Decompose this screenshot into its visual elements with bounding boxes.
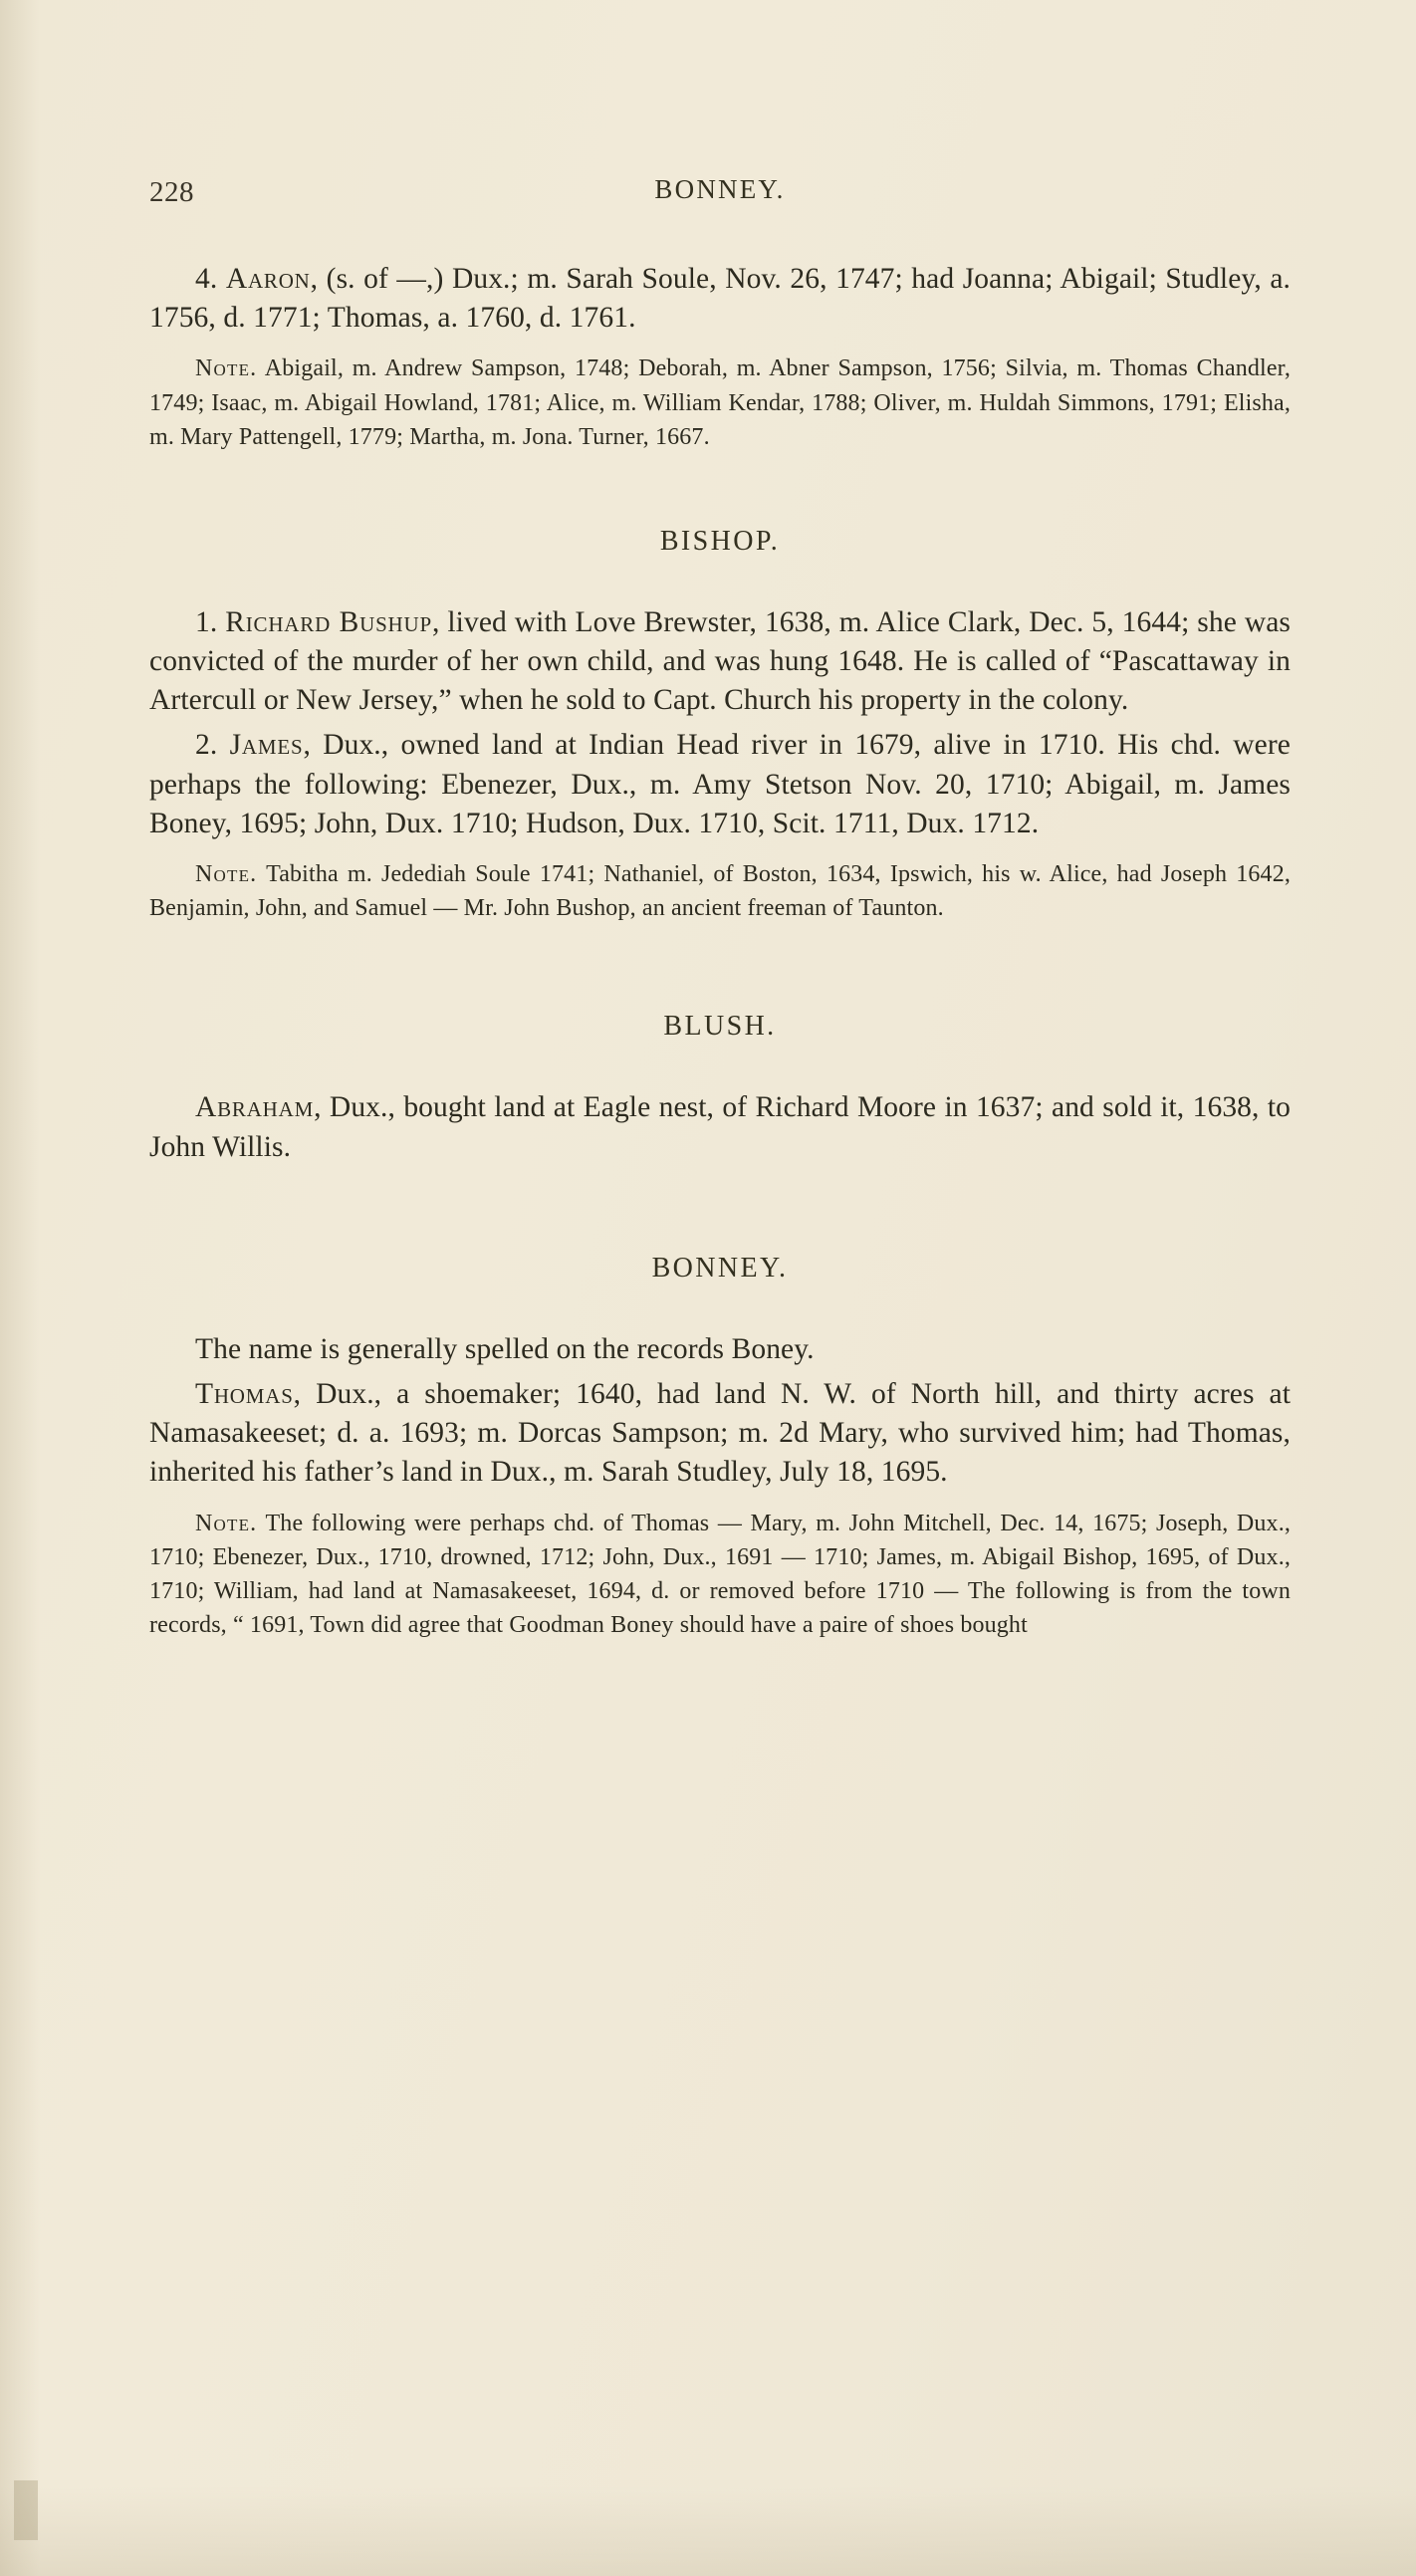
page-edge-shadow [0, 0, 40, 2576]
section-heading-bishop: BISHOP. [659, 525, 781, 557]
spacer [149, 558, 1291, 603]
page-number: 228 [149, 176, 194, 208]
spacer [149, 454, 1291, 526]
running-head [149, 174, 1291, 218]
entry-bishop-para-1: 1. Richard Bushup, lived with Love Brewster, 1638, m. Alice Clark, Dec. 5, 1644; she was convicted of the murder of her own child, and was hung 1648. He is called of “Pascattaway in Artercull or New Jersey,” when he sold to Capt. Church his property in the colony. [149, 605, 1291, 717]
page-bottom-shadow [0, 2486, 1416, 2576]
page-corner-mark [14, 2480, 38, 2540]
section-heading-bonney: BONNEY. [651, 1252, 789, 1284]
entry-bishop-para-2: 2. James, Dux., owned land at Indian Head river in 1679, alive in 1710. His chd. were perhaps the following: Ebenezer, Dux., m. Amy Stetson Nov. 20, 1710; Abigail, m. James Boney, 1695; John, Dux. 1710; Hudson, Dux. 1710, Scit. 1711, Dux. 1712. [149, 729, 1291, 839]
entry-bonney-para-1: The name is generally spelled on the records Boney. [195, 1332, 815, 1365]
entry-blush-para-1: Abraham, Dux., bought land at Eagle nest, of Richard Moore in 1637; and sold it, 1638, to John Willis. [149, 1091, 1291, 1163]
running-head-title: BONNEY. [654, 174, 786, 204]
entry-bonney-para-2: Thomas, Dux., a shoemaker; 1640, had land N. W. of North hill, and thirty acres at Namasakeeset; d. a. 1693; m. Dorcas Sampson; m. 2d Mary, who survived him; had Thomas, inherited his father’s land in Dux., m. Sarah Studley, July 18, 1695. [149, 1377, 1291, 1489]
spacer [149, 1043, 1291, 1088]
entry-aaron-note: Note. Abigail, m. Andrew Sampson, 1748; Deborah, m. Abner Sampson, 1756; Silvia, m. Thomas Chandler, 1749; Isaac, m. Abigail Howland, 1781; Alice, m. William Kendar, 1788; Oliver, m. Huldah Simmons, 1791; Elisha, m. Mary Pattengell, 1779; Martha, m. Jona. Turner, 1667. [149, 355, 1291, 450]
spacer [149, 925, 1291, 1011]
entry-bishop-note: Note. Tabitha m. Jedediah Soule 1741; Nathaniel, of Boston, 1634, Ipswich, his w. Alice, had Joseph 1642, Benjamin, John, and Samuel — Mr. John Bushop, an ancient freeman of Taunton. [149, 861, 1291, 922]
spacer [149, 1167, 1291, 1253]
section-heading-blush: BLUSH. [663, 1011, 777, 1043]
page-content [149, 174, 1291, 1642]
entry-bonney-note: Note. The following were perhaps chd. of Thomas — Mary, m. John Mitchell, Dec. 14, 1675; Joseph, Dux., 1710; Ebenezer, Dux., 1710, drowned, 1712; John, Dux., 1691 — 1710; James, m. Abigail Bishop, 1695, of Dux., 1710; William, had land at Namasakeeset, 1694, d. or removed before 1710 — The following is from the town records, “ 1691, Town did agree that Goodman Boney should have a paire of shoes bought [149, 1510, 1291, 1638]
entry-aaron-body: 4. Aaron, (s. of —,) Dux.; m. Sarah Soule, Nov. 26, 1747; had Joanna; Abigail; Studley, a. 1756, d. 1771; Thomas, a. 1760, d. 1761. [149, 263, 1291, 335]
spacer [149, 1285, 1291, 1330]
